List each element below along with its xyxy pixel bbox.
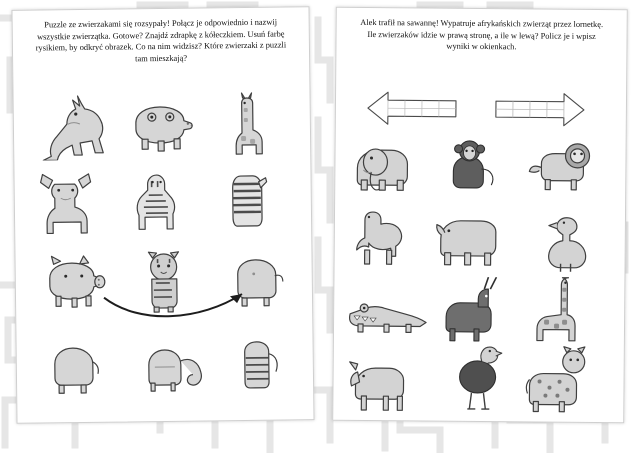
moose-icon xyxy=(32,168,113,237)
kangaroo-icon xyxy=(32,94,111,161)
crocodile-icon xyxy=(344,280,435,341)
flamingo-icon xyxy=(530,205,597,274)
puzzle-cell-zebra-front[interactable] xyxy=(126,166,207,235)
right-instructions-text: Alek trafił na sawannę! Wypatruje afrykańskich zwierząt przez lornetkę. Ile zwierzaków idzie w prawą stronę, a ile w lewą? Policz je i wpisz wyniki w okienkach. xyxy=(360,17,604,52)
match-arrow-icon xyxy=(100,276,261,324)
puzzle-cell-moose[interactable] xyxy=(32,168,113,237)
puzzle-cell-fox-back[interactable] xyxy=(135,338,212,397)
puzzle-cell-elephant-back[interactable] xyxy=(43,340,110,399)
zebra-front-icon xyxy=(126,166,207,235)
left-arrow-answer-icon xyxy=(364,88,460,129)
right-worksheet-sheet xyxy=(332,7,628,424)
left-instructions-text: Puzzle ze zwierzakami się rozsypały! Połącz je odpowiednio i nazwij wszystkie zwierzątka. Gotowe? Znajdź zdrapkę z kółeczkiem. Usuń farbę rysikiem, by odkryć obrazek. Co na nim widzisz? Które zwierzaki z puzzli tam mieszkają? xyxy=(35,17,287,64)
puzzle-cell-hippo[interactable] xyxy=(124,92,205,159)
cheetah-icon xyxy=(523,343,606,416)
savanna-cell-cheetah[interactable] xyxy=(523,343,606,416)
savanna-cell-crocodile[interactable] xyxy=(344,280,435,341)
tiger-back-icon xyxy=(230,335,293,398)
puzzle-cell-giraffe-front[interactable] xyxy=(219,91,290,158)
camel-icon xyxy=(352,204,425,273)
savanna-cell-antelope[interactable] xyxy=(440,277,521,346)
puzzle-cell-tiger-back[interactable] xyxy=(230,335,293,398)
giraffe-front-icon xyxy=(219,91,290,158)
lion-icon xyxy=(521,137,602,200)
answer-box-right-arrow[interactable] xyxy=(492,89,588,135)
savanna-cell-monkey[interactable] xyxy=(443,137,510,200)
elephant-icon xyxy=(349,136,436,199)
savanna-cell-elephant[interactable] xyxy=(349,136,436,199)
savanna-cell-lion[interactable] xyxy=(521,137,602,200)
puzzle-cell-zebra-back[interactable] xyxy=(224,165,287,234)
wildebeest-icon xyxy=(347,348,434,415)
savanna-cell-wildebeest[interactable] xyxy=(347,348,434,415)
ostrich-icon xyxy=(443,343,516,416)
antelope-icon xyxy=(440,277,521,346)
fox-back-icon xyxy=(135,338,212,397)
right-arrow-answer-icon xyxy=(492,89,588,130)
savanna-cell-ostrich[interactable] xyxy=(443,343,516,416)
elephant-back-icon xyxy=(43,340,110,399)
giraffe-icon xyxy=(528,271,603,346)
left-worksheet-sheet xyxy=(11,6,314,424)
monkey-icon xyxy=(443,137,510,200)
hippo-icon xyxy=(124,92,205,159)
answer-box-left-arrow[interactable] xyxy=(364,88,460,134)
savanna-cell-rhino[interactable] xyxy=(434,205,519,274)
puzzle-cell-kangaroo[interactable] xyxy=(32,94,111,161)
zebra-back-icon xyxy=(224,165,287,234)
savanna-cell-flamingo[interactable] xyxy=(530,205,597,274)
savanna-cell-camel[interactable] xyxy=(352,204,425,273)
rhino-icon xyxy=(434,205,519,274)
savanna-cell-giraffe[interactable] xyxy=(528,271,603,346)
